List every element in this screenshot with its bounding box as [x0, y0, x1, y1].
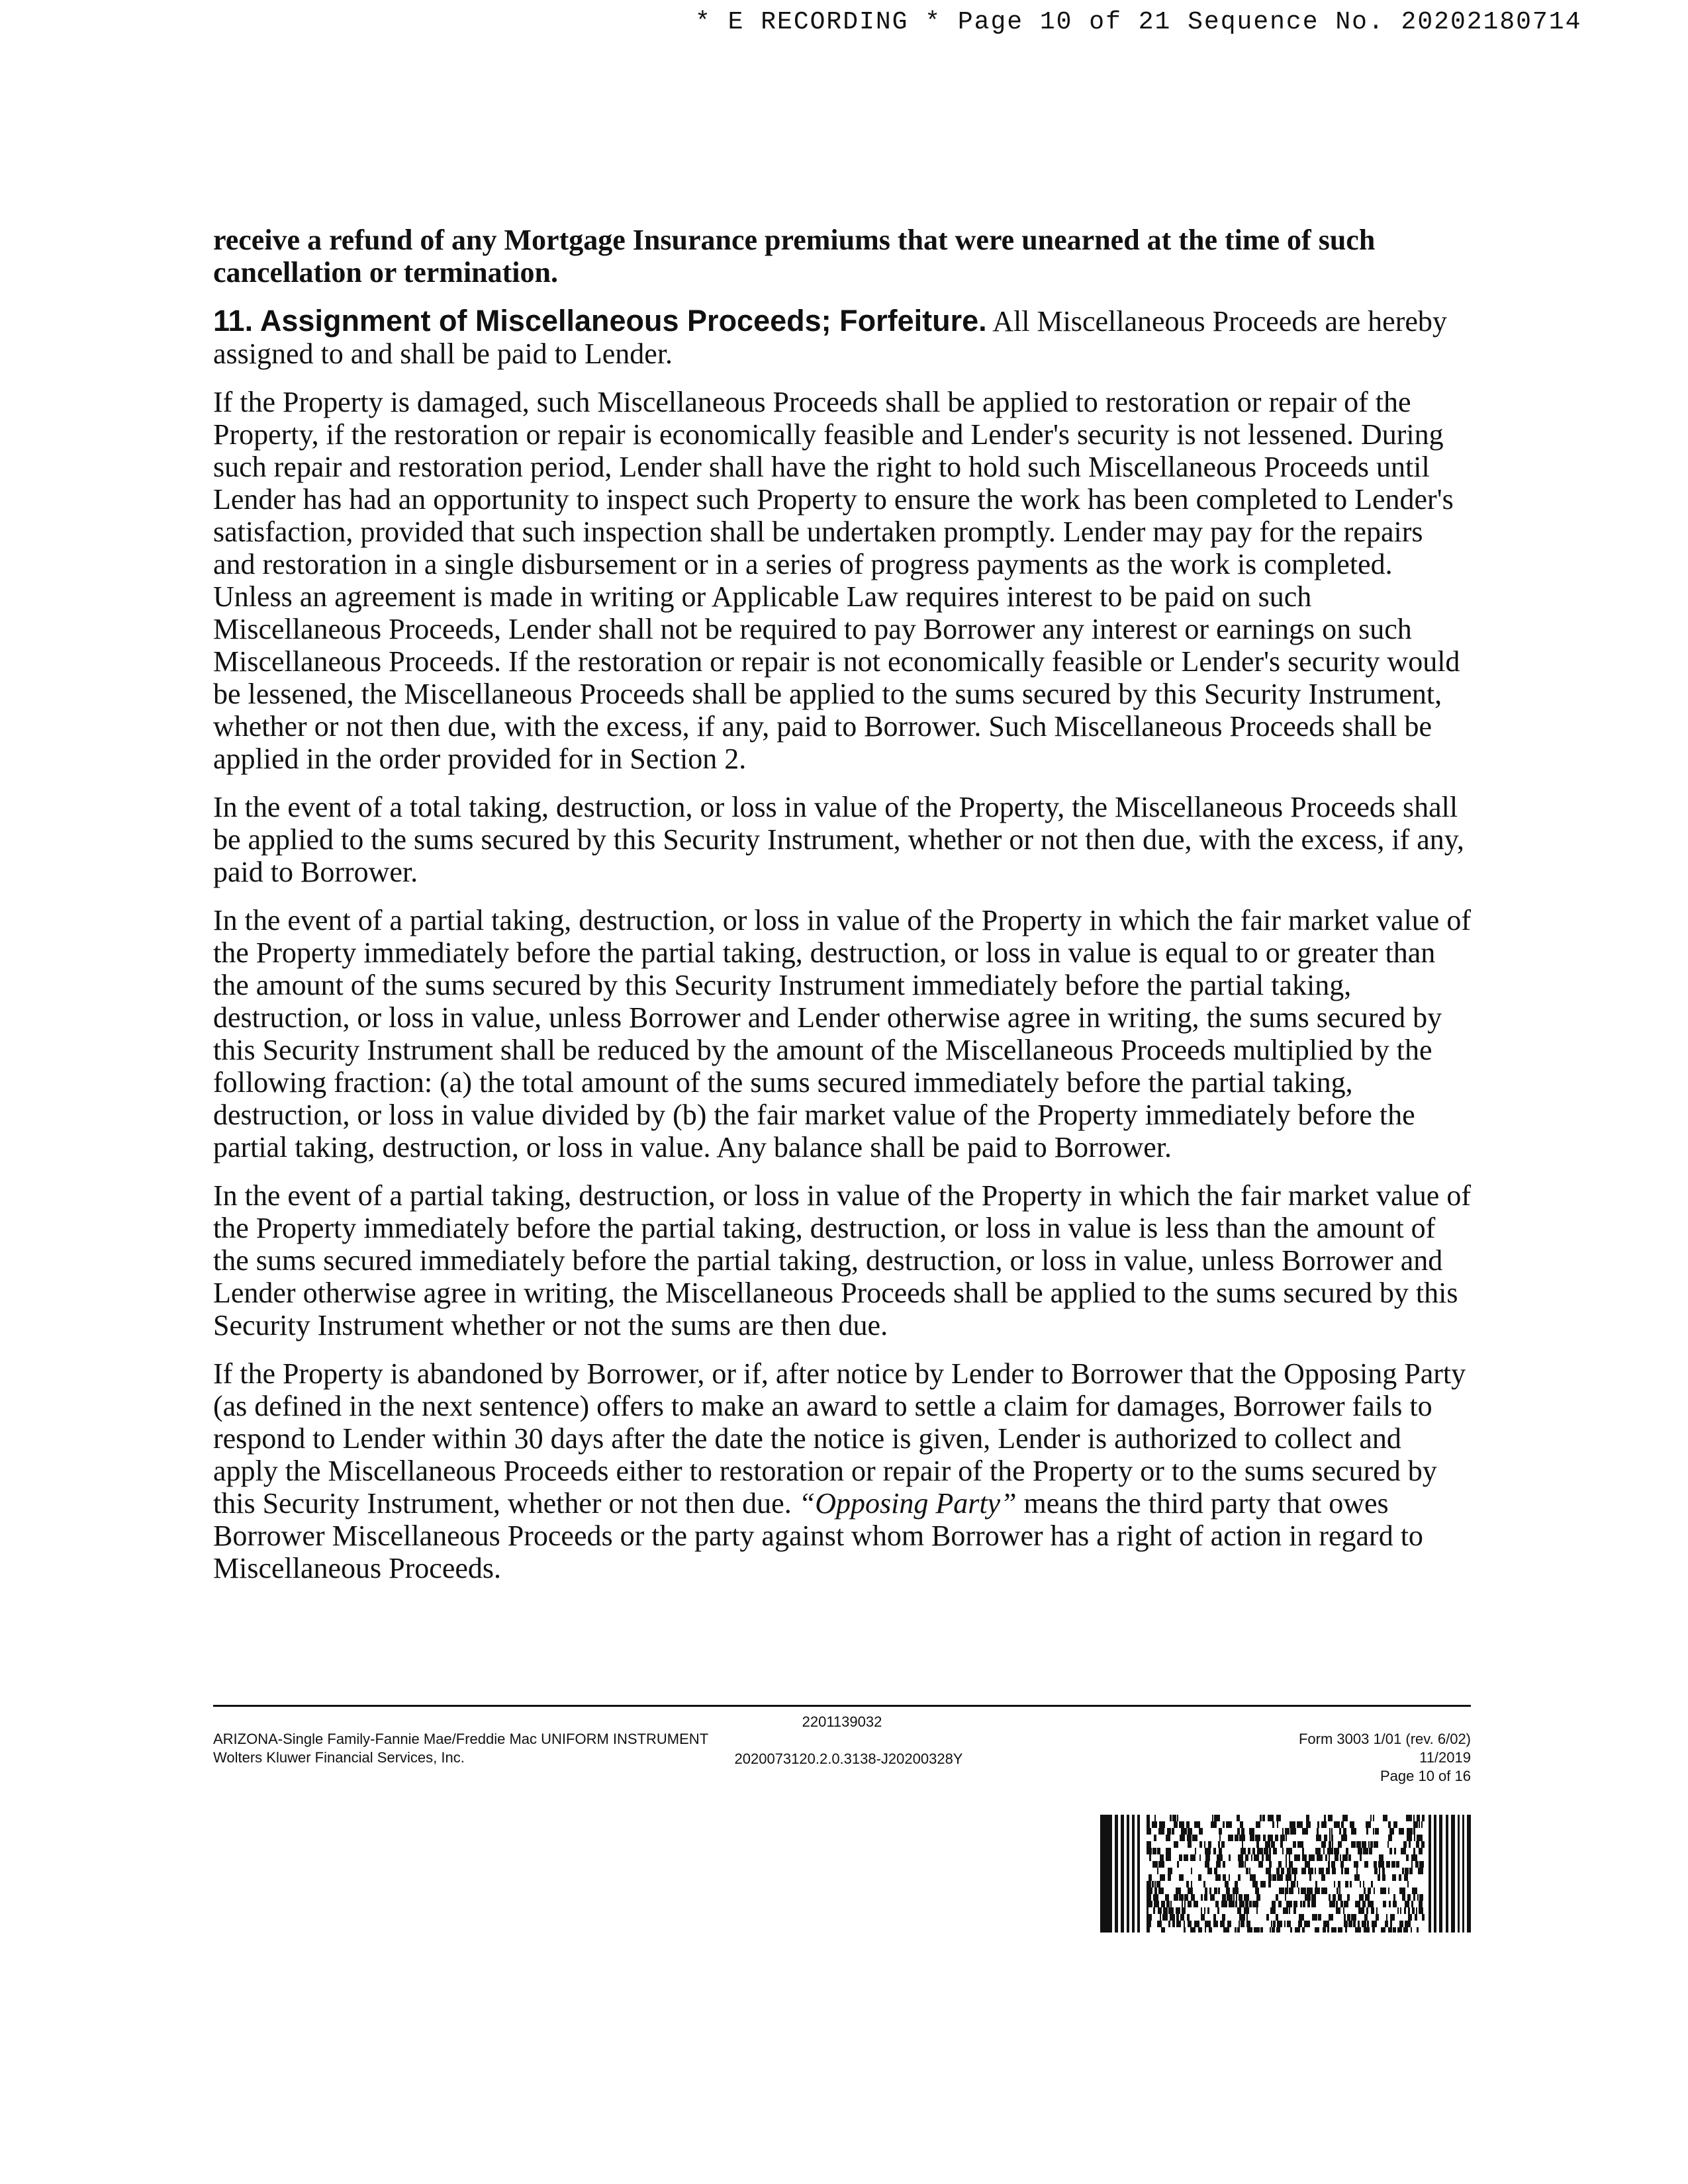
abandonment-text: If the Property is abandoned by Borrower, or if, after notice by Lender to Borrower that the Opposing Party (as defined in the next sentence) offers to make an award to settle a claim for damages, Borrower fails to respond to Lender within 30 days after the date the notice is given, Lender is authorized to collect and apply the Miscellaneous Proceeds either to restoration or repair of the Property or to the sums secured by this Security Instrument, whether or not then due.	[213, 1357, 1466, 1520]
form-date: 11/2019	[1419, 1749, 1471, 1766]
loan-number: 2201139032	[802, 1713, 882, 1730]
section-11-paragraph	[213, 304, 1471, 370]
page-footer	[213, 1705, 1471, 1943]
form-title: ARIZONA-Single Family-Fannie Mae/Freddie Mac UNIFORM INSTRUMENT	[213, 1731, 709, 1747]
publisher: Wolters Kluwer Financial Services, Inc.	[213, 1749, 465, 1766]
page-number: Page 10 of 16	[1380, 1768, 1471, 1784]
paragraph-damage: If the Property is damaged, such Miscellaneous Proceeds shall be applied to restoration or repair of the Property, if the restoration or repair is economically feasible and Lender's security is not lessened. During such repair and restoration period, Lender shall have the right to hold such Miscellaneous Proceeds until Lender has had an opportunity to inspect such Property to ensure the work has been completed to Lender's satisfaction, provided that such inspection shall be undertaken promptly. Lender may pay for the repairs and restoration in a single disbursement or in a series of progress payments as the work is completed. Unless an agreement is made in writing or Applicable Law requires interest to be paid on such Miscellaneous Proceeds, Lender shall not be required to pay Borrower any interest or earnings on such Miscellaneous Proceeds. If the restoration or repair is not economically feasible or Lender's security would be lessened, the Miscellaneous Proceeds shall be applied to the sums secured by this Security Instrument, whether or not then due, with the excess, if any, paid to Borrower. Such Miscellaneous Proceeds shall be applied in the order provided for in Section 2.	[213, 386, 1460, 775]
section-heading: 11. Assignment of Miscellaneous Proceeds; Forfeiture.	[213, 304, 987, 338]
footer-divider	[213, 1705, 1471, 1707]
pdf417-barcode-icon	[1100, 1815, 1471, 1933]
paragraph-partial-taking-greater: In the event of a partial taking, destruction, or loss in value of the Property in which the fair market value of the Property immediately before the partial taking, destruction, or loss in value is equal to or greater than the amount of the sums secured by this Security Instrument immediately before the partial taking, destruction, or loss in value, unless Borrower and Lender otherwise agree in writing, the sums secured by this Security Instrument shall be reduced by the amount of the Miscellaneous Proceeds multiplied by the following fraction: (a) the total amount of the sums secured immediately before the partial taking, destruction, or loss in value divided by (b) the fair market value of the Property immediately before the partial taking, destruction, or loss in value. Any balance shall be paid to Borrower.	[213, 904, 1471, 1163]
continued-text: receive a refund of any Mortgage Insurance premiums that were unearned at the time of such cancellation or termination.	[213, 224, 1376, 289]
paragraph-total-taking: In the event of a total taking, destruction, or loss in value of the Property, the Miscellaneous Proceeds shall be applied to the sums secured by this Security Instrument, whether or not then due, with the excess, if any, paid to Borrower.	[213, 791, 1464, 888]
form-number: Form 3003 1/01 (rev. 6/02)	[1298, 1731, 1471, 1747]
abandonment-definition: means the third party that owes Borrower Miscellaneous Proceeds or the party against whom Borrower has a right of action in regard to Miscellaneous Proceeds.	[213, 1487, 1423, 1584]
paragraph-partial-taking-less: In the event of a partial taking, destruction, or loss in value of the Property in which the fair market value of the Property immediately before the partial taking, destruction, or loss in value is less than the amount of the sums secured immediately before the partial taking, destruction, or loss in value, unless Borrower and Lender otherwise agree in writing, the Miscellaneous Proceeds shall be applied to the sums secured by this Security Instrument whether or not the sums are then due.	[213, 1179, 1471, 1342]
document-body	[213, 224, 1471, 1600]
recording-stamp: * E RECORDING * Page 10 of 21 Sequence No. 20202180714	[695, 8, 1582, 36]
footer-right	[1206, 1730, 1471, 1786]
section-intro: All Miscellaneous Proceeds are hereby assigned to and shall be paid to Lender.	[213, 305, 1447, 370]
document-code: 2020073120.2.0.3138-J20200328Y	[734, 1751, 963, 1767]
opposing-party-term: “Opposing Party”	[798, 1487, 1017, 1520]
continued-paragraph	[213, 224, 1471, 289]
paragraph-abandonment	[213, 1357, 1471, 1584]
